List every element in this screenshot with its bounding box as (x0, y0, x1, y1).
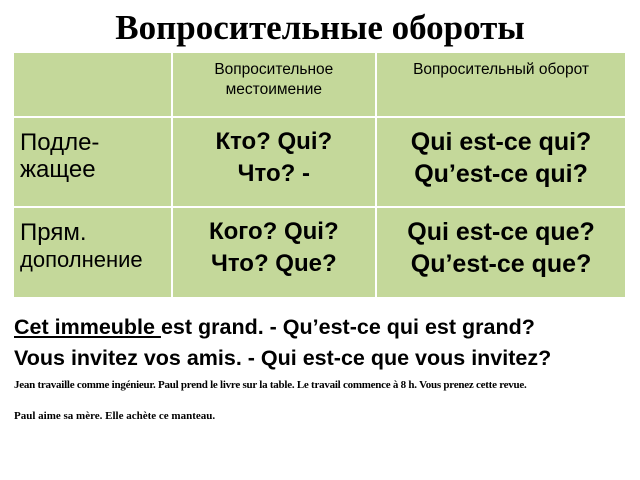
exercise-line-2: Paul aime sa mère. Elle achète ce manteau. (14, 410, 216, 422)
pronoun-line2: Что? - (237, 159, 310, 187)
phrase-line2: Qu’est-ce qui? (414, 159, 588, 188)
phrase-line2: Qu’est-ce que? (410, 250, 592, 279)
header-pronoun-cell (172, 52, 377, 117)
phrase-line1: Qui est-ce que? (407, 218, 595, 247)
header-phrase: Вопросительный оборот (413, 61, 590, 78)
pronoun-line1: Кого? Qui? (208, 218, 339, 246)
row-label-line1: Подле- (20, 128, 100, 156)
row-label-cell (13, 117, 172, 208)
pronoun-cell (172, 117, 377, 208)
phrase-cell (376, 117, 626, 208)
row-label-subject (14, 118, 171, 183)
row-label-line1: Прям. (20, 219, 87, 247)
phrase-subject (377, 118, 625, 190)
phrase-line1: Qui est-ce qui? (410, 127, 592, 156)
table-row-subject (13, 117, 626, 208)
page-title: Вопросительные обороты (115, 8, 525, 47)
example-underlined-subject: Cet immeuble (14, 315, 161, 339)
header-phrase-cell (376, 52, 626, 117)
row-label-line2: жащее (20, 155, 96, 183)
example-sentence-2: Vous invitez vos amis. - Qui est-ce que vous invitez? (14, 346, 552, 370)
header-empty-cell (13, 52, 172, 117)
pronoun-line2: Что? Que? (210, 250, 337, 278)
exercise-line-1: Jean travaille comme ingénieur. Paul prend le livre sur la table. Le travail commence à 8 h. Vous prenez cette revue. (14, 379, 527, 391)
pronoun-object (173, 208, 376, 280)
phrase-cell (376, 207, 626, 298)
phrase-object (377, 208, 625, 280)
example-sentence-1 (14, 315, 535, 340)
header-pronoun: Вопросительное местоимение (214, 61, 334, 98)
pronoun-cell (172, 207, 377, 298)
table-row-object (13, 207, 626, 298)
pronoun-line1: Кто? Qui? (215, 127, 333, 155)
row-label-line2: дополнение (20, 247, 143, 273)
row-label-cell (13, 207, 172, 298)
example-text: est grand. - Qu’est-ce qui est grand? (160, 315, 535, 339)
grammar-table (12, 51, 627, 299)
row-label-object (14, 208, 171, 273)
pronoun-subject (173, 118, 376, 190)
table-header-row (13, 52, 626, 117)
